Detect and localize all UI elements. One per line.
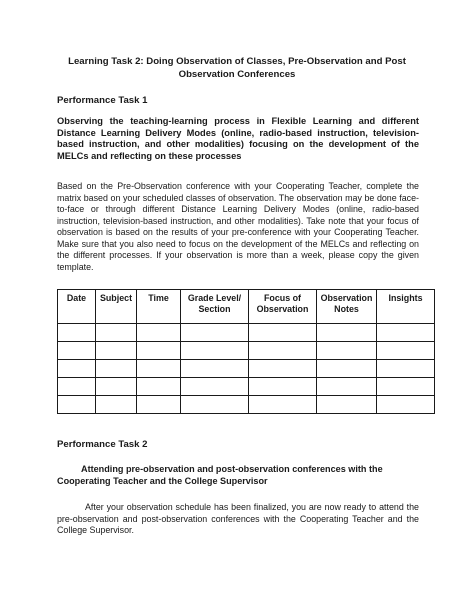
matrix-cell[interactable] xyxy=(58,378,96,396)
performance-task-1-focus: Observing the teaching-learning process in Flexible Learning and different Distance Learning Delivery Modes (online, radio-based instruction, television-based instruction, and other modalities) focusing on the development of the MELCs and reflecting on these processes xyxy=(57,116,419,161)
matrix-cell[interactable] xyxy=(181,378,249,396)
matrix-cell[interactable] xyxy=(181,324,249,342)
matrix-cell[interactable] xyxy=(317,360,377,378)
matrix-cell[interactable] xyxy=(249,378,317,396)
performance-task-1-instructions: Based on the Pre-Observation conference with your Cooperating Teacher, complete the matrix based on your scheduled classes of observation. The observation may be done face-to-face or through different Distance Learning Delivery Modes (online, radio-based instruction, television-based instruction, and other modalities). Take note that your focus of observation is based on the results of your pre-conference with your Cooperating Teacher. Make sure that you also need to focus on the development of the MELCs and reflecting on the different processes. If your observation is more than a week, please copy the given template. xyxy=(57,181,419,272)
matrix-header-grade-level-section: Grade Level/ Section xyxy=(181,290,249,324)
matrix-cell[interactable] xyxy=(137,324,181,342)
matrix-cell[interactable] xyxy=(249,324,317,342)
performance-task-2-heading: Performance Task 2 xyxy=(57,439,148,450)
matrix-header-focus-of-observation: Focus of Observation xyxy=(249,290,317,324)
table-row xyxy=(58,324,435,342)
matrix-cell[interactable] xyxy=(181,342,249,360)
matrix-cell[interactable] xyxy=(58,342,96,360)
matrix-header-observation-notes: Observation Notes xyxy=(317,290,377,324)
performance-task-1-heading: Performance Task 1 xyxy=(57,95,148,106)
matrix-cell[interactable] xyxy=(317,324,377,342)
matrix-header-time: Time xyxy=(137,290,181,324)
matrix-cell[interactable] xyxy=(96,360,137,378)
matrix-cell[interactable] xyxy=(96,378,137,396)
matrix-cell[interactable] xyxy=(58,324,96,342)
matrix-body xyxy=(58,324,435,414)
matrix-cell[interactable] xyxy=(249,396,317,414)
table-row xyxy=(58,396,435,414)
table-row xyxy=(58,378,435,396)
matrix-cell[interactable] xyxy=(181,396,249,414)
matrix-cell[interactable] xyxy=(137,360,181,378)
matrix-cell[interactable] xyxy=(137,342,181,360)
matrix-cell[interactable] xyxy=(58,396,96,414)
matrix-cell[interactable] xyxy=(249,360,317,378)
matrix-cell[interactable] xyxy=(317,396,377,414)
table-row xyxy=(58,360,435,378)
table-row xyxy=(58,342,435,360)
matrix-header-row xyxy=(58,290,435,324)
document-title xyxy=(40,55,434,81)
matrix-cell[interactable] xyxy=(317,378,377,396)
matrix-cell[interactable] xyxy=(377,324,435,342)
performance-task-2-focus: Attending pre-observation and post-observation conferences with the Cooperating Teacher and the College Supervisor xyxy=(57,464,383,487)
matrix-cell[interactable] xyxy=(317,342,377,360)
matrix-cell[interactable] xyxy=(249,342,317,360)
matrix-cell[interactable] xyxy=(96,324,137,342)
matrix-cell[interactable] xyxy=(137,378,181,396)
matrix-cell[interactable] xyxy=(377,342,435,360)
matrix-header-subject: Subject xyxy=(96,290,137,324)
matrix-header-insights: Insights xyxy=(377,290,435,324)
matrix-header-date: Date xyxy=(58,290,96,324)
observation-matrix-table xyxy=(57,289,435,414)
title-line-1: Learning Task 2: Doing Observation of Classes, Pre-Observation and Post xyxy=(68,56,406,67)
matrix-cell[interactable] xyxy=(181,360,249,378)
matrix-cell[interactable] xyxy=(377,396,435,414)
matrix-cell[interactable] xyxy=(96,396,137,414)
matrix-cell[interactable] xyxy=(377,360,435,378)
matrix-cell[interactable] xyxy=(58,360,96,378)
performance-task-2-instructions: After your observation schedule has been finalized, you are now ready to attend the pre-observation and post-observation conferences with the Cooperating Teacher and the College Supervisor. xyxy=(57,502,419,535)
title-line-2: Observation Conferences xyxy=(178,69,296,80)
matrix-cell[interactable] xyxy=(377,378,435,396)
matrix-cell[interactable] xyxy=(137,396,181,414)
matrix-cell[interactable] xyxy=(96,342,137,360)
